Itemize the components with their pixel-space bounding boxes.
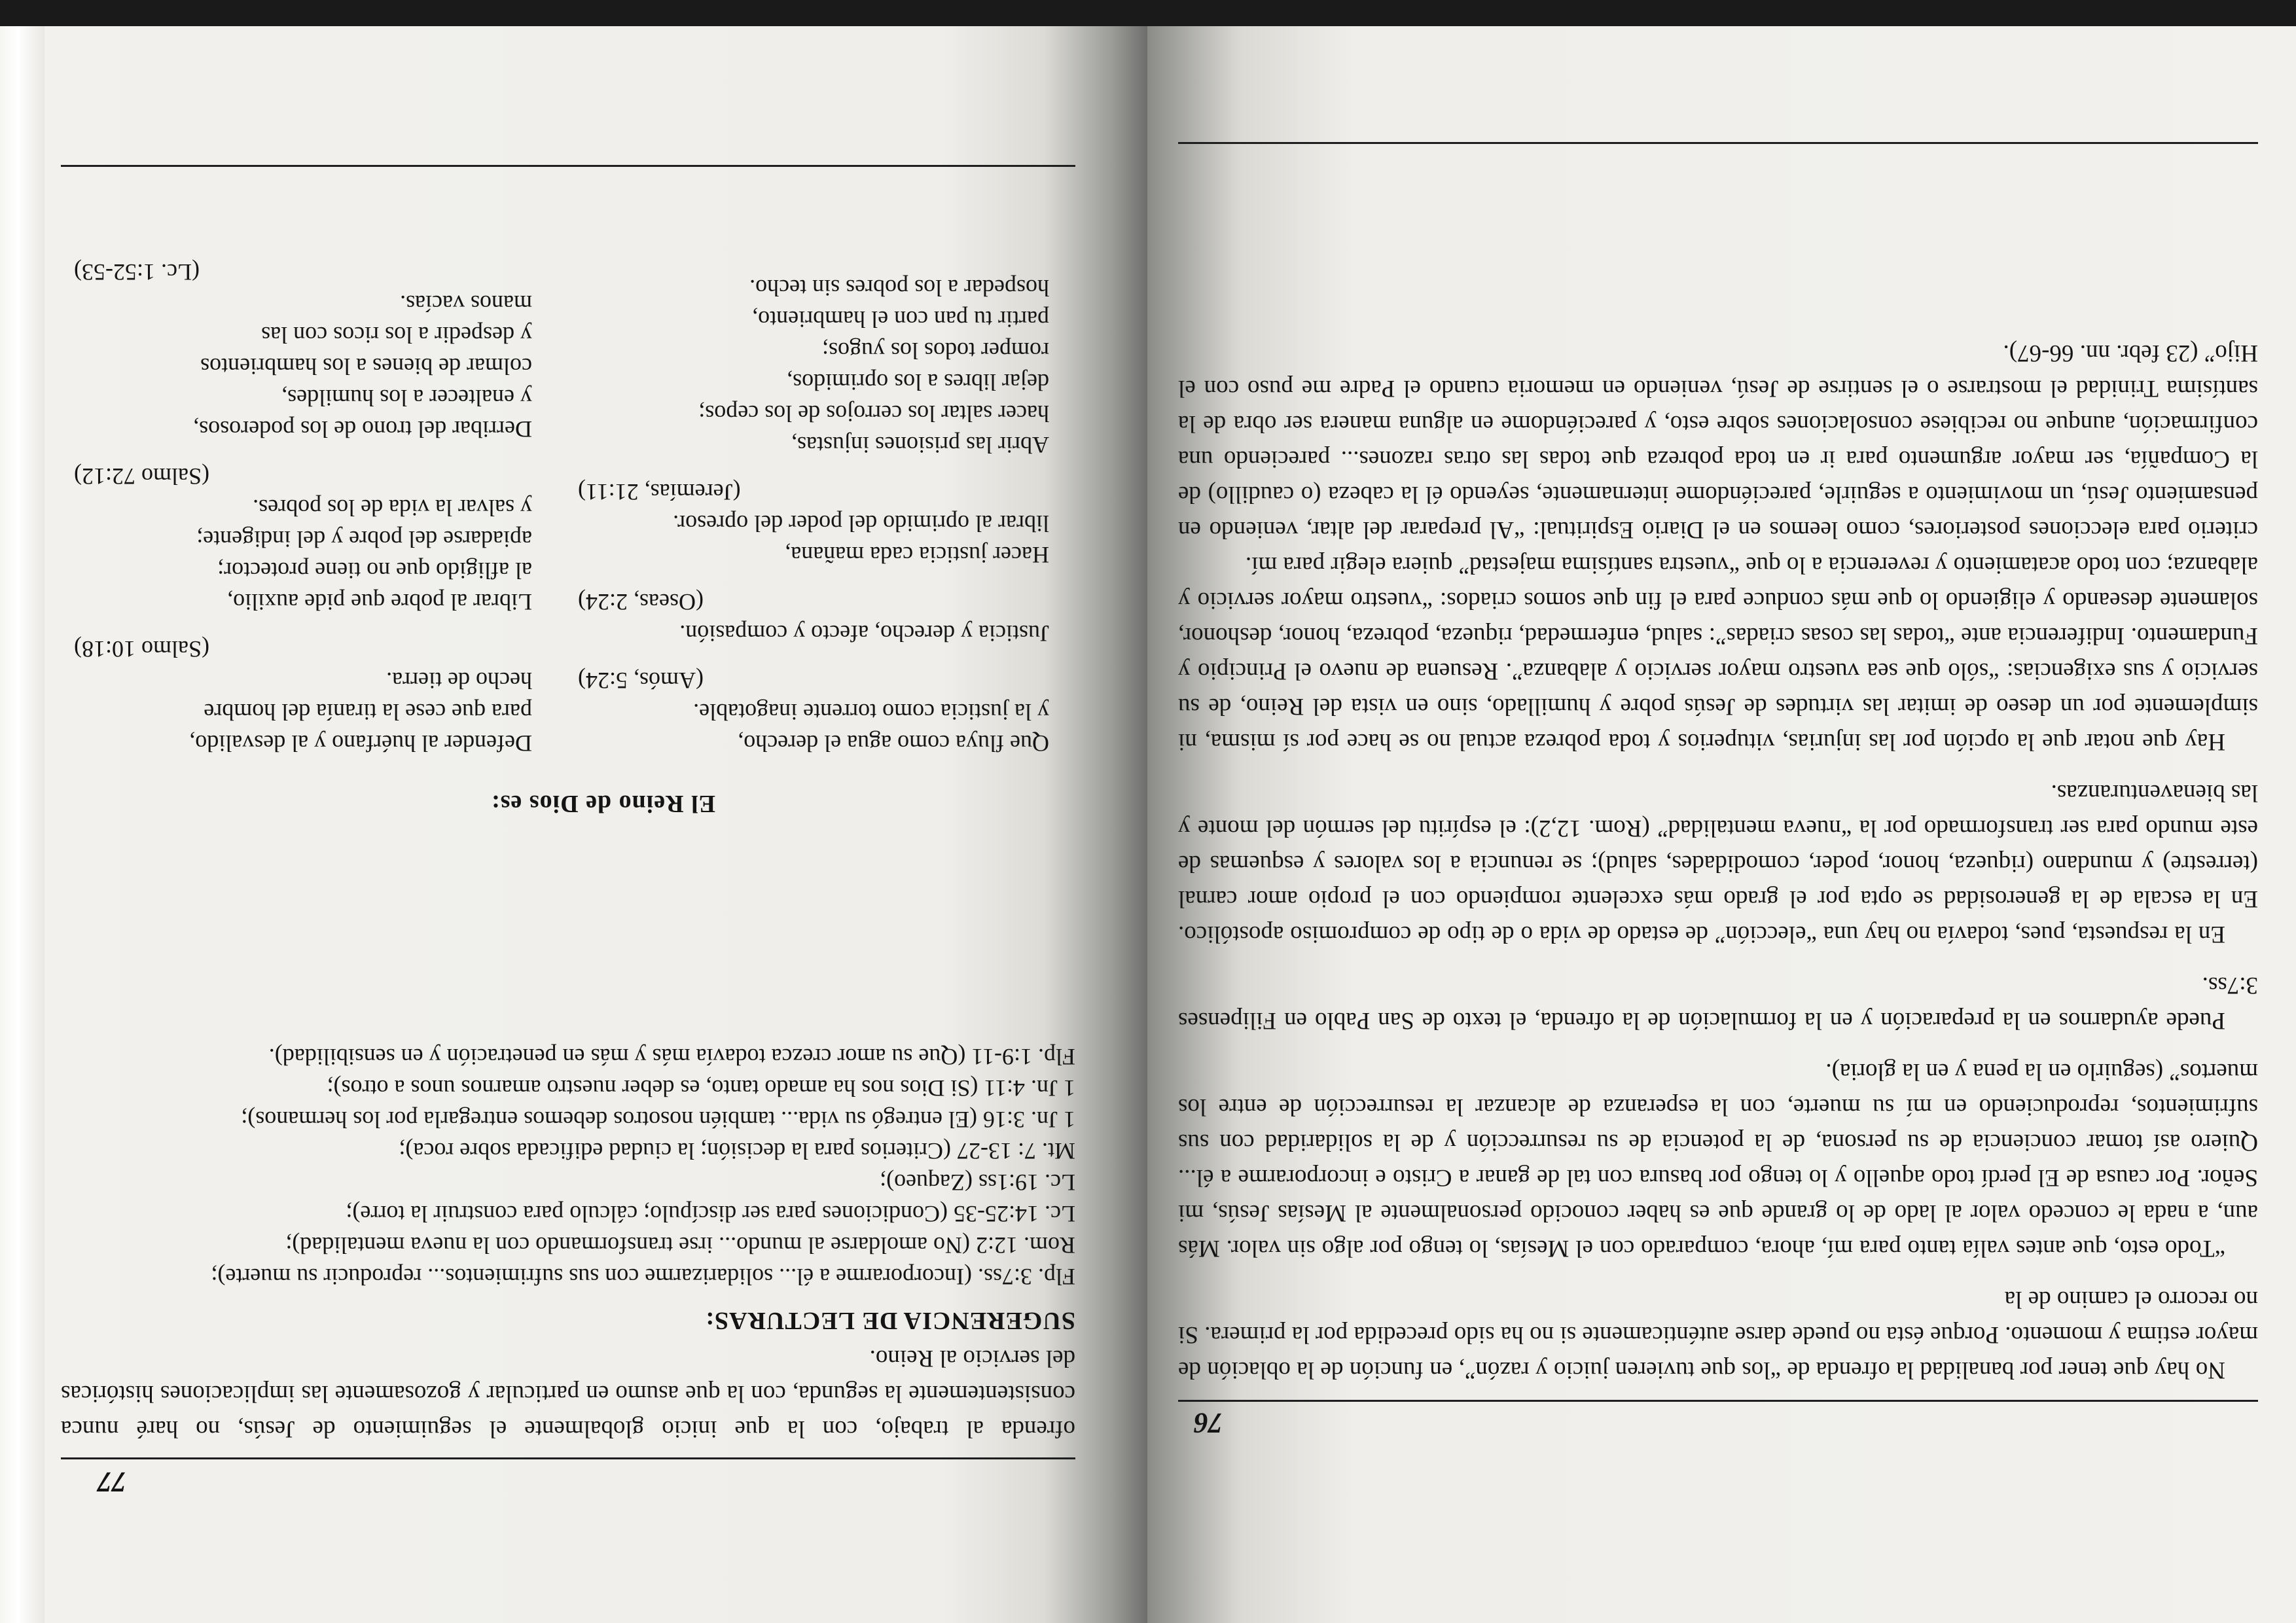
verses-column-right <box>74 257 532 759</box>
verse-line: al afligido que no tiene protector; <box>217 558 532 584</box>
top-rule <box>61 1457 1075 1459</box>
verse-line: para que cese la tiranía del hombre <box>204 699 532 725</box>
verse-line: librar al oprimido del poder del opresor. <box>673 510 1049 537</box>
verse-line: y despedir a los ricos con las <box>261 322 532 348</box>
reading-item: Lc. 19:1ss (Zaqueo); <box>880 1169 1075 1196</box>
left-page-body <box>1178 335 2258 1387</box>
reading-item: 1 Jn. 3:16 (El entregó su vida... también nosotros debemos entregarla por los hermanos); <box>241 1107 1075 1133</box>
readings-list <box>61 1041 1075 1293</box>
verse-line: Que fluya como agua el derecho, <box>738 730 1049 757</box>
reading-item: Lc. 14:25-35 (Condiciones para ser discípulo; cálculo para construir la torre); <box>346 1201 1075 1227</box>
verse-line: Librar al pobre que pide auxilio, <box>227 589 532 615</box>
body-paragraph: En la respuesta, pues, todavía no hay una “elección” de estado de vida o de tipo de compromiso apostólico. En la escala de la generosidad se opta por el grado más excelente rompiendo con el propio amor carnal (terrestre) y mundano (riqueza, honor, poder, comodidades, salud); se renuncia a los valores y esquemas de este mundo para ser transformado por la “nueva mentalidad” (Rom. 12,2): el espíritu del sermón del monte y las bienaventuranzas. <box>1178 779 2258 948</box>
reading-item: Flp. 1:9-11 (Que su amor crezca todavía más y más en penetración y en sensibilidad). <box>268 1044 1075 1070</box>
body-paragraph: Puede ayudarnos en la preparación y en la formulación de la ofrenda, el texto de San Pablo en Filipenses 3:7ss. <box>1178 972 2258 1034</box>
page-number: 77 <box>98 1466 126 1498</box>
scanner-bed-shadow <box>0 0 2296 26</box>
reading-item: Flp. 3:7ss. (Incorporarme a él... solidarizarme con sus sufrimientos... reproducir su muerte); <box>211 1264 1075 1290</box>
bottom-rule <box>61 165 1075 167</box>
body-paragraph: Hay que notar que la opción por las injurias, vituperios y toda pobreza actual no se hace por sí misma, ni simplemente por un deseo de imitar las virtudes de Jesús pobre y humillado, sino en vista del Reino, de su servicio y sus exigencias: “sólo que sea vuestro mayor servicio y alabanza”. Resuena de nuevo el Principio y Fundamento. Indiferencia ante “todas las cosas criadas”: salud, enfermedad, riqueza, pobreza, honor, deshonor, solamente deseando y eligiendo lo que más conduce para el fin que somos criados: “vuestro mayor servicio y alabanza; con todo acatamiento y reverencia a lo que “vuestra santísima majestad” quiera elegir para mí. <box>1178 552 2258 755</box>
reading-item: Mt. 7: 13-27 (Criterios para la decisión; la ciudad edificada sobre roca); <box>399 1138 1075 1164</box>
verse-line: Justicia y derecho, afecto y compasión. <box>679 620 1049 647</box>
verse-line: dejar libres a los oprimidos, <box>787 369 1049 395</box>
page-number: 76 <box>1194 1407 1223 1439</box>
readings-heading: SUGERENCIA DE LECTURAS: <box>705 1307 1075 1334</box>
body-paragraph: No hay que tener por banalidad la ofrenda de “los que tuvieren juicio y razón”, en función de la oblación de mayor estima y momento. Porque ésta no puede darse auténticamente si no ha sido precedida por la primera. Si no recorro el camino de la <box>1178 1286 2258 1383</box>
kingdom-heading: El Reino de Dios es: <box>491 790 715 817</box>
page-edge <box>0 26 45 1623</box>
verse-line: partir tu pan con el hambriento, <box>752 306 1049 332</box>
verse-line: Derribar del trono de los poderosos, <box>193 416 532 442</box>
verse-reference: (Lc. 1:52-53) <box>74 259 200 285</box>
verse-line: apiadarse del pobre y del indigente; <box>196 526 532 552</box>
verse-reference: (Salmo 72:12) <box>74 463 209 490</box>
bottom-rule <box>1178 142 2258 144</box>
page-77 <box>0 26 1147 1623</box>
body-paragraph: criterio para elecciones posteriores, como leemos en el Diario Espiritual: “Al preparar del altar, veniendo en pensamiento Jesú, un movimiento a seguirle, pareciéndome internamente, seyendo él la cabeza (o caudillo) de la Compañía, ser mayor argumento para ir en toda pobreza que todas las otras razones... pareciendo una confirmación, aunque no recibiese consolaciones sobre esto, y pareciéndome en alguna manera ser obra de la santísima Trinidad el mostrarse o el sentirse de Jesú, veniendo en memoria cuando el Padre me puso con el Hijo” (23 febr. nn. 66-67). <box>1178 340 2258 543</box>
verse-line: colmar de bienes a los hambrientos <box>200 353 532 380</box>
quote-paragraph: “Todo esto, que antes valía tanto para mí, ahora, comparado con el Mesías, lo tengo por algo sin valor. Más aun, a nada le concedo valor al lado de lo grande que es haber conocido personalmente al Mesías Jesús, mi Señor. Por causa de El perdí todo aquello y lo tengo por basura con tal de ganar a Cristo e incorporarme a él... Quiero así tomar conciencia de su persona, de la potencia de su resurrección y de la solidaridad con sus sufrimientos, reproduciendo en mí su muerte, con la esperanza de alcanzar la resurrección de entre los muertos” (seguirlo en la pena y en la gloria). <box>1178 1058 2258 1262</box>
top-rule <box>1178 1400 2258 1402</box>
verse-line: manos vacías. <box>400 291 532 317</box>
verse-reference: (Jeremías, 21:11) <box>578 479 741 505</box>
verse-line: Abrir las prisiones injustas, <box>791 432 1049 458</box>
verses-column-left <box>578 272 1049 759</box>
verse-line: Defender al huérfano y al desvalido, <box>189 730 532 757</box>
verse-line: hecho de tierra. <box>386 668 532 694</box>
verse-line: y enaltecer a los humildes, <box>281 385 532 411</box>
page-76 <box>1147 26 2296 1623</box>
verse-line: y salvar la vida de los pobres. <box>253 495 532 521</box>
verse-reference: (Amós, 5:24) <box>578 668 704 694</box>
verse-line: y la justicia como torrente inagotable. <box>693 699 1049 725</box>
reading-item: Rom. 12:2 (No amoldarse al mundo... irse transformando con la nueva mentalidad); <box>285 1232 1075 1258</box>
verse-reference: (Salmo 10:18) <box>74 636 209 662</box>
verse-reference: (Oseas, 2:24) <box>578 589 704 615</box>
reading-item: 1 Jn. 4:11 (Si Dios nos ha amado tanto, es deber nuestro amarnos unos a otros); <box>327 1075 1075 1101</box>
intro-paragraph: ofrenda al trabajo, con la que inicio globalmente el seguimiento de Jesús, no haré nunca consistentemente la segunda, con la que asumo en particular y gozosamente las implicaciones históricas del servicio al Reino. <box>61 1345 1075 1442</box>
verse-line: romper todos los yugos; <box>822 338 1049 364</box>
verse-line: hospedar a los pobres sin techo. <box>749 275 1049 301</box>
verse-line: hacer saltar los cerrojos de los cepos; <box>698 401 1049 427</box>
verse-line: Hacer justicia cada mañana, <box>785 542 1049 568</box>
